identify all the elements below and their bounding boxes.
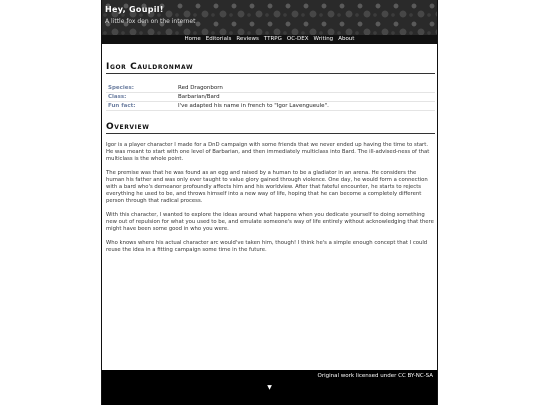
- nav-link-reviews[interactable]: Reviews: [236, 36, 259, 42]
- overview-paragraph: Who knows where his actual character arc would've taken him, though! I think he's a simple enough concept that I could reuse the idea in a fitting campaign some time in the future.: [106, 240, 428, 253]
- info-value: I've adapted his name in french to "Igor Lavengueule".: [176, 102, 435, 111]
- site-footer: [102, 370, 437, 405]
- info-row-class: [106, 93, 435, 102]
- info-row-fun-fact: [106, 102, 435, 111]
- info-key: Fun fact:: [106, 102, 176, 111]
- site-subtitle: A little fox den on the internet: [105, 18, 196, 25]
- nav-link-oc-dex[interactable]: OC-DEX: [286, 36, 309, 42]
- site-title[interactable]: Hey, Goupil!: [105, 5, 164, 14]
- info-value: Barbarian/Bard: [176, 93, 435, 102]
- info-key: Species:: [106, 84, 176, 93]
- info-value: Red Dragonborn: [176, 84, 435, 93]
- overview-paragraph: With this character, I wanted to explore the ideas around what happens when you dedicate yourself to doing something new out of repulsion for what you used to be, and emulate someone's way of life entirely without acknowledging that there might have been some good in who you were.: [106, 212, 434, 232]
- overview-paragraph: Igor is a player character I made for a DnD campaign with some friends that we never ended up having the time to start. He was meant to start with one level of Barbarian, and then immediately multiclass into Bard. The ill-advised-ness of that multiclass is the whole point.: [106, 142, 430, 162]
- info-key: Class:: [106, 93, 176, 102]
- page-container: [101, 0, 438, 405]
- overview-heading: Overview: [106, 122, 435, 134]
- character-name: Igor Cauldronmaw: [106, 62, 435, 74]
- license-text[interactable]: Original work licensed under CC BY-NC-SA: [317, 373, 433, 379]
- info-row-species: [106, 84, 435, 93]
- overview-paragraph: The premise was that he was found as an egg and raised by a human to be a gladiator in an arena. He considers the human his father and was only ever taught to value glory gained through violence. One day, he would form a connection with a bard who's demeanor profoundly affects him and his worldview. After that fateful encounter, he starts to rejects everything he used to be, and throws himself into a new way of life, hoping that he can become a completely different person through that radical process.: [106, 170, 428, 204]
- scroll-down-arrow-icon[interactable]: ▼: [267, 384, 272, 391]
- nav-link-writing[interactable]: Writing: [313, 36, 334, 42]
- nav-link-ttrpg[interactable]: TTRPG: [263, 36, 282, 42]
- main-nav: [102, 35, 437, 44]
- site-banner: [102, 0, 437, 35]
- nav-link-home[interactable]: Home: [184, 36, 201, 42]
- character-info-table: [106, 84, 435, 111]
- main-content: [106, 62, 435, 261]
- nav-link-about[interactable]: About: [338, 36, 355, 42]
- nav-link-editorials[interactable]: Editorials: [205, 36, 232, 42]
